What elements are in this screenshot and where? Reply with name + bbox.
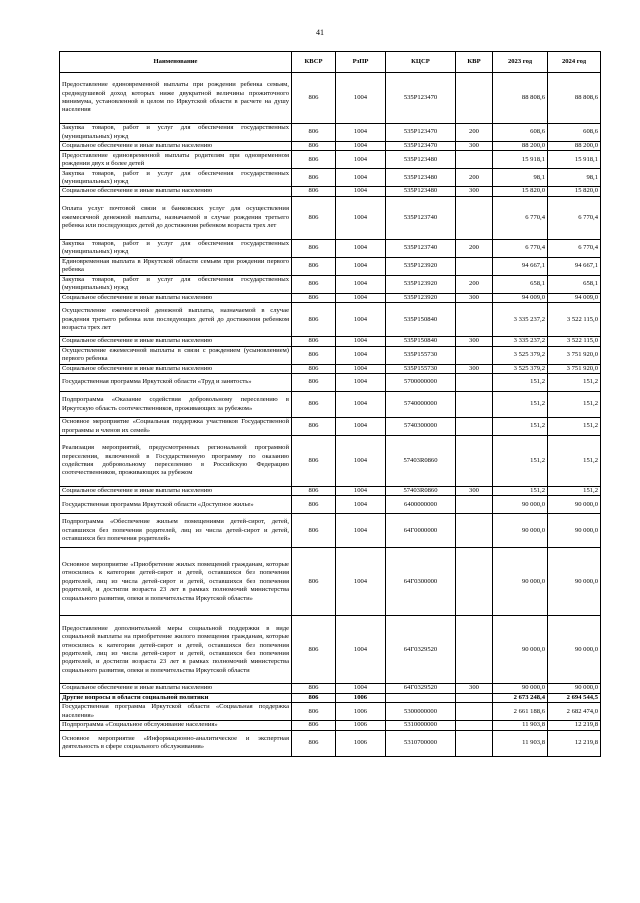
cell-2024: 2 682 474,0 (548, 703, 601, 721)
table-header-row (60, 52, 601, 73)
table-row (60, 616, 601, 684)
cell-kcsr: 535Р150840 (386, 303, 456, 337)
cell-name: Социальное обеспечение и иные выплаты населению (60, 187, 292, 196)
cell-kcsr: 535Р123920 (386, 293, 456, 302)
cell-2024: 94 009,0 (548, 293, 601, 302)
cell-2024: 3 751 920,0 (548, 364, 601, 373)
cell-2024: 151,2 (548, 418, 601, 436)
cell-rzpr: 1004 (336, 196, 386, 239)
cell-rzpr: 1004 (336, 257, 386, 275)
cell-kcsr: 535Р150840 (386, 337, 456, 346)
cell-kvr: 300 (456, 293, 493, 302)
cell-rzpr: 1004 (336, 436, 386, 487)
cell-rzpr: 1006 (336, 721, 386, 730)
table-row (60, 151, 601, 169)
cell-kcsr: 5740300000 (386, 418, 456, 436)
cell-kvr (456, 616, 493, 684)
cell-kvsr: 806 (292, 514, 336, 548)
cell-kcsr: 64Г0329520 (386, 684, 456, 693)
cell-rzpr: 1004 (336, 275, 386, 293)
cell-2023: 6 770,4 (493, 239, 548, 257)
table-row (60, 684, 601, 693)
table-row (60, 169, 601, 187)
cell-2023: 151,2 (493, 487, 548, 496)
cell-2024: 3 751 920,0 (548, 346, 601, 364)
cell-kcsr: 535Р123470 (386, 124, 456, 142)
cell-kvr (456, 73, 493, 124)
cell-name: Подпрограмма «Социальное обслуживание населения» (60, 721, 292, 730)
table-row (60, 721, 601, 730)
cell-kcsr: 5300000000 (386, 703, 456, 721)
table-row (60, 496, 601, 514)
cell-2024: 658,1 (548, 275, 601, 293)
cell-rzpr: 1004 (336, 616, 386, 684)
cell-2023: 15 820,0 (493, 187, 548, 196)
cell-2024: 90 000,0 (548, 514, 601, 548)
cell-kcsr (386, 693, 456, 702)
header-rzpr: РзПР (336, 52, 386, 73)
cell-name: Социальное обеспечение и иные выплаты населению (60, 364, 292, 373)
cell-name: Закупка товаров, работ и услуг для обеспечения государственных (муниципальных) нужд (60, 124, 292, 142)
cell-name: Закупка товаров, работ и услуг для обеспечения государственных (муниципальных) нужд (60, 239, 292, 257)
table-row (60, 418, 601, 436)
cell-name: Предоставление дополнительной меры социальной поддержки в виде социальной выплаты на приобретение жилого помещения гражданам, которые относились к категории детей-сирот и детей, оставшихся без попечения родителей, лиц из числа детей-сирот и детей, оставшихся без попечения родителей, и достигли возраста 23 лет в рамках полномочий министерства социального развития, опеки и попечительства Иркутской области (60, 616, 292, 684)
cell-name: Государственная программа Иркутской области «Труд и занятость» (60, 374, 292, 392)
cell-2023: 15 918,1 (493, 151, 548, 169)
cell-rzpr: 1004 (336, 684, 386, 693)
cell-kcsr: 64Г0300000 (386, 548, 456, 616)
cell-kvr: 300 (456, 187, 493, 196)
cell-2023: 3 525 379,2 (493, 346, 548, 364)
table-row (60, 257, 601, 275)
header-kvsr: КВСР (292, 52, 336, 73)
cell-rzpr: 1004 (336, 514, 386, 548)
cell-rzpr: 1004 (336, 303, 386, 337)
cell-kvsr: 806 (292, 239, 336, 257)
cell-name: Единовременная выплата в Иркутской области семьям при рождении первого ребенка (60, 257, 292, 275)
cell-2024: 98,1 (548, 169, 601, 187)
cell-2023: 2 673 248,4 (493, 693, 548, 702)
table-row (60, 337, 601, 346)
cell-kvr (456, 548, 493, 616)
cell-2023: 94 667,1 (493, 257, 548, 275)
cell-kvsr: 806 (292, 616, 336, 684)
cell-rzpr: 1004 (336, 142, 386, 151)
cell-2024: 12 219,8 (548, 721, 601, 730)
cell-name: Основное мероприятие «Приобретение жилых помещений гражданам, которые относились к категории детей-сирот и детей, оставшихся без попечения родителей, лиц из числа детей-сирот и детей, оставшихся без попечения родителей, и достигли возраста 23 лет в рамках полномочий министерства социального развития, опеки и попечительства Иркутской области» (60, 548, 292, 616)
cell-kvr (456, 392, 493, 418)
cell-name: Закупка товаров, работ и услуг для обеспечения государственных (муниципальных) нужд (60, 169, 292, 187)
table-row (60, 293, 601, 302)
cell-rzpr: 1006 (336, 730, 386, 756)
cell-kvsr: 806 (292, 487, 336, 496)
cell-kvr: 300 (456, 684, 493, 693)
header-2023: 2023 год (493, 52, 548, 73)
cell-name: Государственная программа Иркутской области «Доступное жилье» (60, 496, 292, 514)
cell-name: Социальное обеспечение и иные выплаты населению (60, 337, 292, 346)
cell-rzpr: 1006 (336, 693, 386, 702)
cell-2024: 3 522 115,0 (548, 303, 601, 337)
cell-2023: 151,2 (493, 374, 548, 392)
cell-kvr: 300 (456, 142, 493, 151)
cell-kvr (456, 693, 493, 702)
table-row (60, 124, 601, 142)
cell-kcsr: 535Р123470 (386, 73, 456, 124)
cell-kvsr: 806 (292, 337, 336, 346)
cell-kvsr: 806 (292, 548, 336, 616)
cell-name: Реализация мероприятий, предусмотренных региональной программой переселения, включенной в Государственную программу по оказанию содействия добровольному переселению в Российскую Федерацию соотечественников, проживающих за рубежом (60, 436, 292, 487)
cell-kvr: 300 (456, 337, 493, 346)
cell-2023: 11 903,8 (493, 721, 548, 730)
cell-name: Подпрограмма «Обеспечение жильем помещениями детей-сирот, детей, оставшихся без попечения родителей, лиц из числа детей-сирот и детей, оставшихся без попечения родителей» (60, 514, 292, 548)
cell-kcsr: 535Р123480 (386, 169, 456, 187)
cell-2024: 151,2 (548, 392, 601, 418)
cell-kvsr: 806 (292, 374, 336, 392)
cell-kvr: 200 (456, 169, 493, 187)
cell-kcsr: 64Г0000000 (386, 514, 456, 548)
cell-kcsr: 5310700000 (386, 730, 456, 756)
cell-rzpr: 1004 (336, 392, 386, 418)
table-row (60, 374, 601, 392)
cell-name: Предоставление единовременной выплаты родителям при одновременном рождении двух и более детей (60, 151, 292, 169)
cell-name: Основное мероприятие «Информационно-аналитическое и экспертная деятельность в сфере социального обслуживания» (60, 730, 292, 756)
cell-2024: 151,2 (548, 487, 601, 496)
cell-name: Подпрограмма «Оказание содействия добровольному переселению в Иркутскую область соотечественников, проживающих за рубежом» (60, 392, 292, 418)
cell-kcsr: 5740000000 (386, 392, 456, 418)
cell-kcsr: 535Р123470 (386, 142, 456, 151)
cell-kvsr: 806 (292, 346, 336, 364)
cell-rzpr: 1004 (336, 151, 386, 169)
cell-2024: 88 808,6 (548, 73, 601, 124)
cell-2023: 151,2 (493, 392, 548, 418)
cell-name: Государственная программа Иркутской области «Социальная поддержка населения» (60, 703, 292, 721)
cell-kvsr: 806 (292, 364, 336, 373)
cell-kvr (456, 346, 493, 364)
cell-name: Оплата услуг почтовой связи и банковских услуг для осуществления ежемесячной денежной выплаты, назначаемой в случае рождения третьего ребенка или последующих детей до достижения ребенком возраста трех лет (60, 196, 292, 239)
cell-2024: 6 770,4 (548, 239, 601, 257)
table-row (60, 548, 601, 616)
cell-2023: 90 000,0 (493, 548, 548, 616)
table-row (60, 364, 601, 373)
cell-name: Предоставление единовременной выплаты при рождении ребенка семьям, среднедушевой доход которых ниже двукратной величины прожиточного минимума, установленной в целом по Иркутской области в расчете на душу населения (60, 73, 292, 124)
table-row (60, 73, 601, 124)
table-row (60, 303, 601, 337)
cell-2023: 658,1 (493, 275, 548, 293)
cell-rzpr: 1004 (336, 374, 386, 392)
cell-rzpr: 1004 (336, 239, 386, 257)
table-row (60, 693, 601, 702)
cell-kvr (456, 436, 493, 487)
table-row (60, 392, 601, 418)
header-kcsr: КЦСР (386, 52, 456, 73)
budget-table (59, 51, 601, 757)
cell-kvsr: 806 (292, 684, 336, 693)
cell-rzpr: 1004 (336, 337, 386, 346)
cell-kvr: 200 (456, 124, 493, 142)
cell-kvsr: 806 (292, 151, 336, 169)
cell-2024: 12 219,8 (548, 730, 601, 756)
table-body (60, 73, 601, 757)
cell-2023: 94 009,0 (493, 293, 548, 302)
cell-kvsr: 806 (292, 124, 336, 142)
cell-rzpr: 1004 (336, 187, 386, 196)
cell-name: Осуществление ежемесячной выплаты в связи с рождением (усыновлением) первого ребенка (60, 346, 292, 364)
cell-rzpr: 1004 (336, 169, 386, 187)
cell-2024: 90 000,0 (548, 548, 601, 616)
table-row (60, 514, 601, 548)
page-number: 41 (316, 28, 324, 37)
cell-kvr: 200 (456, 275, 493, 293)
cell-name: Социальное обеспечение и иные выплаты населению (60, 684, 292, 693)
cell-2023: 2 661 188,6 (493, 703, 548, 721)
cell-name: Социальное обеспечение и иные выплаты населению (60, 293, 292, 302)
cell-kcsr: 57403R0860 (386, 436, 456, 487)
header-kvr: КВР (456, 52, 493, 73)
cell-kvr (456, 703, 493, 721)
cell-2024: 15 918,1 (548, 151, 601, 169)
cell-2023: 151,2 (493, 436, 548, 487)
cell-name: Социальное обеспечение и иные выплаты населению (60, 142, 292, 151)
cell-kvsr: 806 (292, 187, 336, 196)
cell-kvr: 300 (456, 364, 493, 373)
cell-kvsr: 806 (292, 392, 336, 418)
cell-2024: 15 820,0 (548, 187, 601, 196)
cell-kcsr: 535Р123920 (386, 257, 456, 275)
cell-kvr (456, 257, 493, 275)
cell-name: Социальное обеспечение и иные выплаты населению (60, 487, 292, 496)
cell-2024: 151,2 (548, 436, 601, 487)
cell-name: Закупка товаров, работ и услуг для обеспечения государственных (муниципальных) нужд (60, 275, 292, 293)
cell-2023: 151,2 (493, 418, 548, 436)
cell-kcsr: 535Р123920 (386, 275, 456, 293)
cell-kvsr: 806 (292, 721, 336, 730)
table-row (60, 239, 601, 257)
cell-2023: 90 000,0 (493, 684, 548, 693)
cell-kcsr: 535Р123480 (386, 151, 456, 169)
cell-2024: 88 200,0 (548, 142, 601, 151)
cell-2024: 2 694 544,5 (548, 693, 601, 702)
cell-kvsr: 806 (292, 496, 336, 514)
cell-kcsr: 64Г0329520 (386, 616, 456, 684)
header-2024: 2024 год (548, 52, 601, 73)
cell-2023: 6 770,4 (493, 196, 548, 239)
cell-rzpr: 1004 (336, 293, 386, 302)
cell-kvr (456, 374, 493, 392)
cell-kcsr: 535Р155730 (386, 346, 456, 364)
cell-kvsr: 806 (292, 436, 336, 487)
cell-kcsr: 5700000000 (386, 374, 456, 392)
cell-2023: 90 000,0 (493, 496, 548, 514)
cell-kcsr: 535Р123740 (386, 239, 456, 257)
cell-rzpr: 1004 (336, 346, 386, 364)
table-row (60, 346, 601, 364)
cell-kvsr: 806 (292, 169, 336, 187)
cell-2023: 3 335 237,2 (493, 303, 548, 337)
cell-2023: 90 000,0 (493, 616, 548, 684)
cell-kcsr: 5310000000 (386, 721, 456, 730)
cell-2023: 90 000,0 (493, 514, 548, 548)
table-row (60, 487, 601, 496)
cell-2023: 3 525 379,2 (493, 364, 548, 373)
cell-kcsr: 6400000000 (386, 496, 456, 514)
table-row (60, 142, 601, 151)
cell-2024: 90 000,0 (548, 684, 601, 693)
cell-rzpr: 1004 (336, 487, 386, 496)
table-row (60, 436, 601, 487)
cell-kvr (456, 196, 493, 239)
cell-kvsr: 806 (292, 418, 336, 436)
cell-kvr (456, 721, 493, 730)
cell-kvsr: 806 (292, 730, 336, 756)
cell-rzpr: 1004 (336, 496, 386, 514)
cell-kcsr: 57403R0860 (386, 487, 456, 496)
cell-rzpr: 1004 (336, 73, 386, 124)
cell-kvsr: 806 (292, 303, 336, 337)
cell-2023: 608,6 (493, 124, 548, 142)
cell-kvr (456, 730, 493, 756)
cell-kcsr: 535Р155730 (386, 364, 456, 373)
cell-kvsr: 806 (292, 142, 336, 151)
cell-2023: 98,1 (493, 169, 548, 187)
cell-kvsr: 806 (292, 73, 336, 124)
cell-kvsr: 806 (292, 293, 336, 302)
cell-2023: 88 200,0 (493, 142, 548, 151)
cell-rzpr: 1004 (336, 364, 386, 373)
cell-kvr (456, 496, 493, 514)
cell-name: Основное мероприятие «Социальная поддержка участников Государственной программы и членов их семей» (60, 418, 292, 436)
table-row (60, 275, 601, 293)
cell-name: Другие вопросы в области социальной политики (60, 693, 292, 702)
cell-rzpr: 1004 (336, 548, 386, 616)
cell-kvsr: 806 (292, 703, 336, 721)
cell-rzpr: 1004 (336, 124, 386, 142)
cell-2023: 3 335 237,2 (493, 337, 548, 346)
cell-kvr (456, 303, 493, 337)
cell-kvr: 300 (456, 487, 493, 496)
table-row (60, 703, 601, 721)
cell-kvsr: 806 (292, 257, 336, 275)
cell-kcsr: 535Р123740 (386, 196, 456, 239)
cell-2024: 94 667,1 (548, 257, 601, 275)
cell-kvr (456, 514, 493, 548)
cell-kvsr: 806 (292, 196, 336, 239)
header-name: Наименование (60, 52, 292, 73)
cell-2023: 88 808,6 (493, 73, 548, 124)
cell-2023: 11 903,8 (493, 730, 548, 756)
cell-2024: 3 522 115,0 (548, 337, 601, 346)
cell-kvsr: 806 (292, 275, 336, 293)
cell-kcsr: 535Р123480 (386, 187, 456, 196)
cell-2024: 6 770,4 (548, 196, 601, 239)
cell-kvsr: 806 (292, 693, 336, 702)
cell-2024: 90 000,0 (548, 496, 601, 514)
cell-kvr (456, 418, 493, 436)
cell-2024: 90 000,0 (548, 616, 601, 684)
cell-2024: 608,6 (548, 124, 601, 142)
table-row (60, 187, 601, 196)
table-row (60, 730, 601, 756)
table-row (60, 196, 601, 239)
cell-2024: 151,2 (548, 374, 601, 392)
cell-rzpr: 1004 (336, 418, 386, 436)
cell-kvr (456, 151, 493, 169)
cell-rzpr: 1006 (336, 703, 386, 721)
cell-name: Осуществление ежемесячной денежной выплаты, назначаемой в случае рождения третьего ребенка или последующих детей до достижения ребенком возраста трех лет (60, 303, 292, 337)
cell-kvr: 200 (456, 239, 493, 257)
